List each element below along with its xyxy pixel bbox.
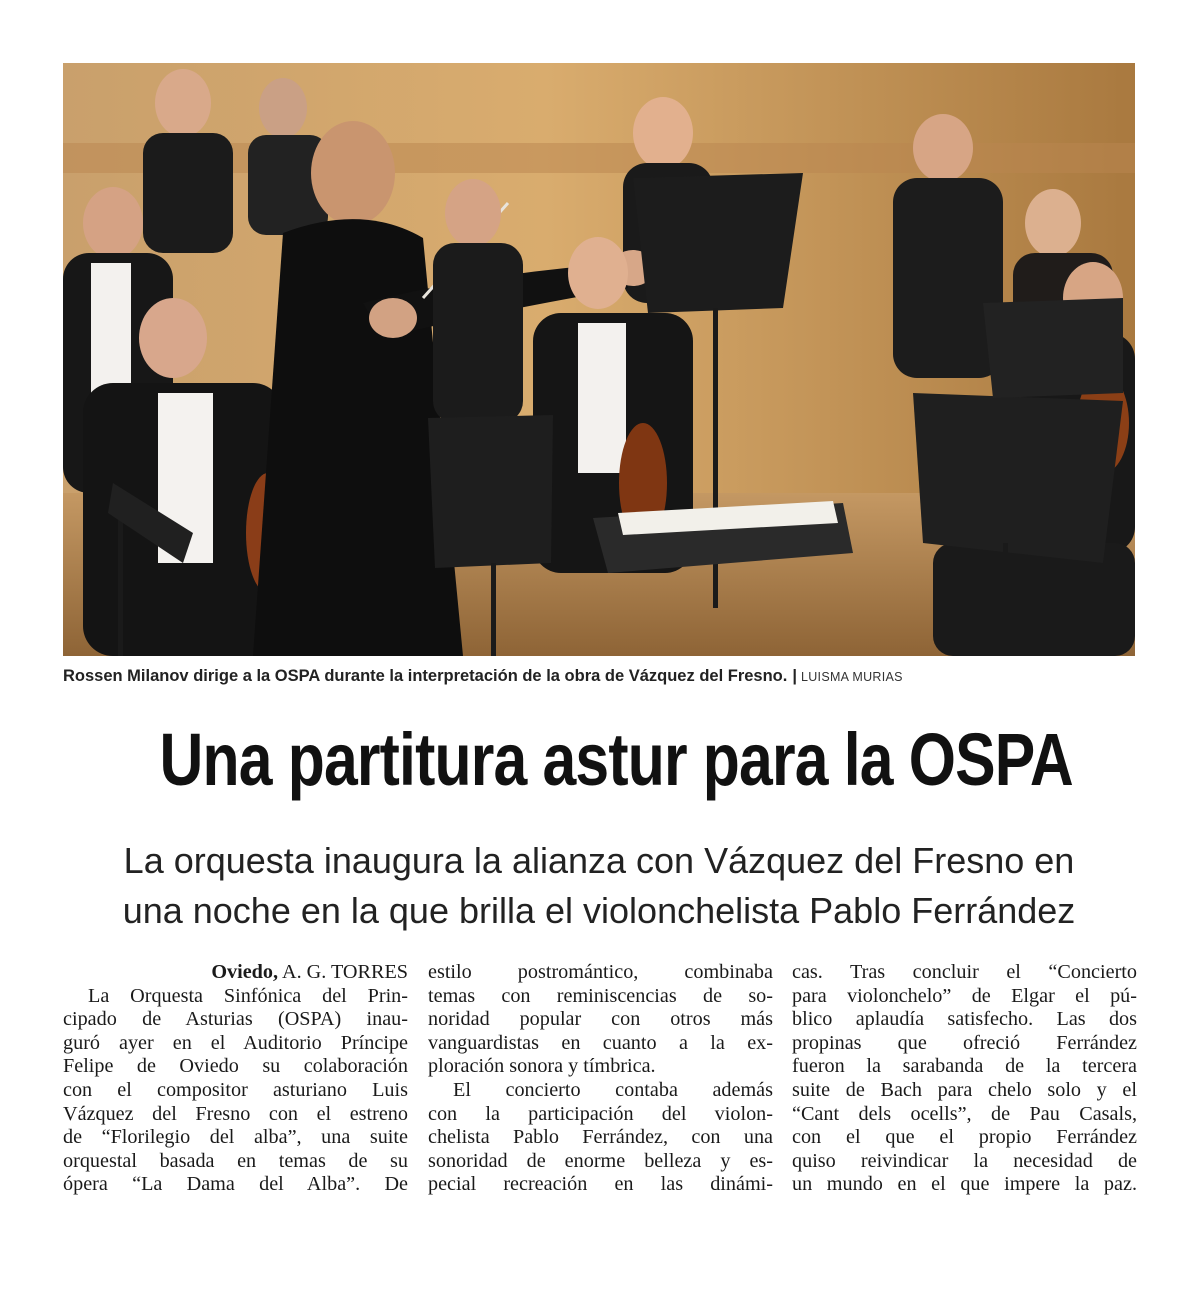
article-line: ploración sonora y tímbrica. bbox=[428, 1055, 656, 1078]
caption-text: Rossen Milanov dirige a la OSPA durante la interpretación de la obra de Vázquez del Fresno. bbox=[63, 667, 788, 685]
article-line: Felipe de Oviedo su colaboración bbox=[63, 1055, 408, 1078]
article-line: Vázquez del Fresno con el estreno bbox=[63, 1102, 408, 1125]
article-line: orquestal basada en temas de su bbox=[63, 1149, 408, 1172]
article-line: sonoridad de enorme belleza y es- bbox=[428, 1149, 773, 1172]
article-line: para violonchelo” de Elgar el pú- bbox=[792, 984, 1137, 1007]
subheadline-line-2: una noche en la que brilla el violonchelista Pablo Ferrández bbox=[122, 890, 1076, 931]
article-line: de “Florilegio del alba”, una suite bbox=[63, 1126, 408, 1149]
article-column-1 bbox=[63, 961, 408, 1197]
article-line: un mundo en el que impere la paz. bbox=[792, 1173, 1137, 1196]
byline-author: A. G. TORRES bbox=[281, 961, 408, 983]
article-line: con el compositor asturiano Luis bbox=[63, 1078, 408, 1101]
subheadline bbox=[63, 836, 1135, 936]
article-line: “Cant dels ocells”, de Pau Casals, bbox=[792, 1102, 1137, 1125]
dateline-place: Oviedo, bbox=[211, 961, 279, 983]
article-line: El concierto contaba además bbox=[453, 1078, 773, 1101]
caption-separator: | bbox=[792, 667, 797, 685]
article-line: guró ayer en el Auditorio Príncipe bbox=[63, 1031, 408, 1054]
article-line: chelista Pablo Ferrández, con una bbox=[428, 1126, 773, 1149]
article-line: fueron la sarabanda de la tercera bbox=[792, 1055, 1137, 1078]
orchestra-photo bbox=[63, 63, 1135, 656]
article-line: La Orquesta Sinfónica del Prin- bbox=[88, 984, 408, 1007]
photo-credit: LUISMA MURIAS bbox=[800, 670, 903, 684]
article-line: con el que el propio Ferrández bbox=[792, 1126, 1137, 1149]
article-column-3 bbox=[792, 961, 1137, 1197]
article-line: blico aplaudía satisfecho. Las dos bbox=[792, 1008, 1137, 1031]
article-line: suite de Bach para chelo solo y el bbox=[792, 1078, 1137, 1101]
article-line: cipado de Asturias (OSPA) inau- bbox=[63, 1008, 408, 1031]
article-line: vanguardistas en cuanto a la ex- bbox=[428, 1031, 773, 1054]
article-line: estilo postromántico, combinaba bbox=[428, 961, 773, 983]
article-line: ópera “La Dama del Alba”. De bbox=[63, 1173, 408, 1196]
subheadline-line-1: La orquesta inaugura la alianza con Vázquez del Fresno en bbox=[123, 840, 1075, 881]
article-line: pecial recreación en las dinámi- bbox=[428, 1173, 773, 1196]
article-line: noridad popular con otros más bbox=[428, 1008, 773, 1031]
article-column-2 bbox=[428, 961, 773, 1197]
photo-caption bbox=[63, 664, 1135, 688]
article-line: cas. Tras concluir el “Concierto bbox=[792, 961, 1137, 983]
article-line: temas con reminiscencias de so- bbox=[428, 984, 773, 1007]
dateline bbox=[63, 961, 408, 985]
article-line: quiso reivindicar la necesidad de bbox=[792, 1149, 1137, 1172]
article-line: propinas que ofreció Ferrández bbox=[792, 1031, 1137, 1054]
orchestra-photo-illustration bbox=[63, 63, 1135, 656]
headline: Una partitura astur para la OSPA bbox=[159, 718, 1073, 801]
article-line: con la participación del violon- bbox=[428, 1102, 773, 1125]
